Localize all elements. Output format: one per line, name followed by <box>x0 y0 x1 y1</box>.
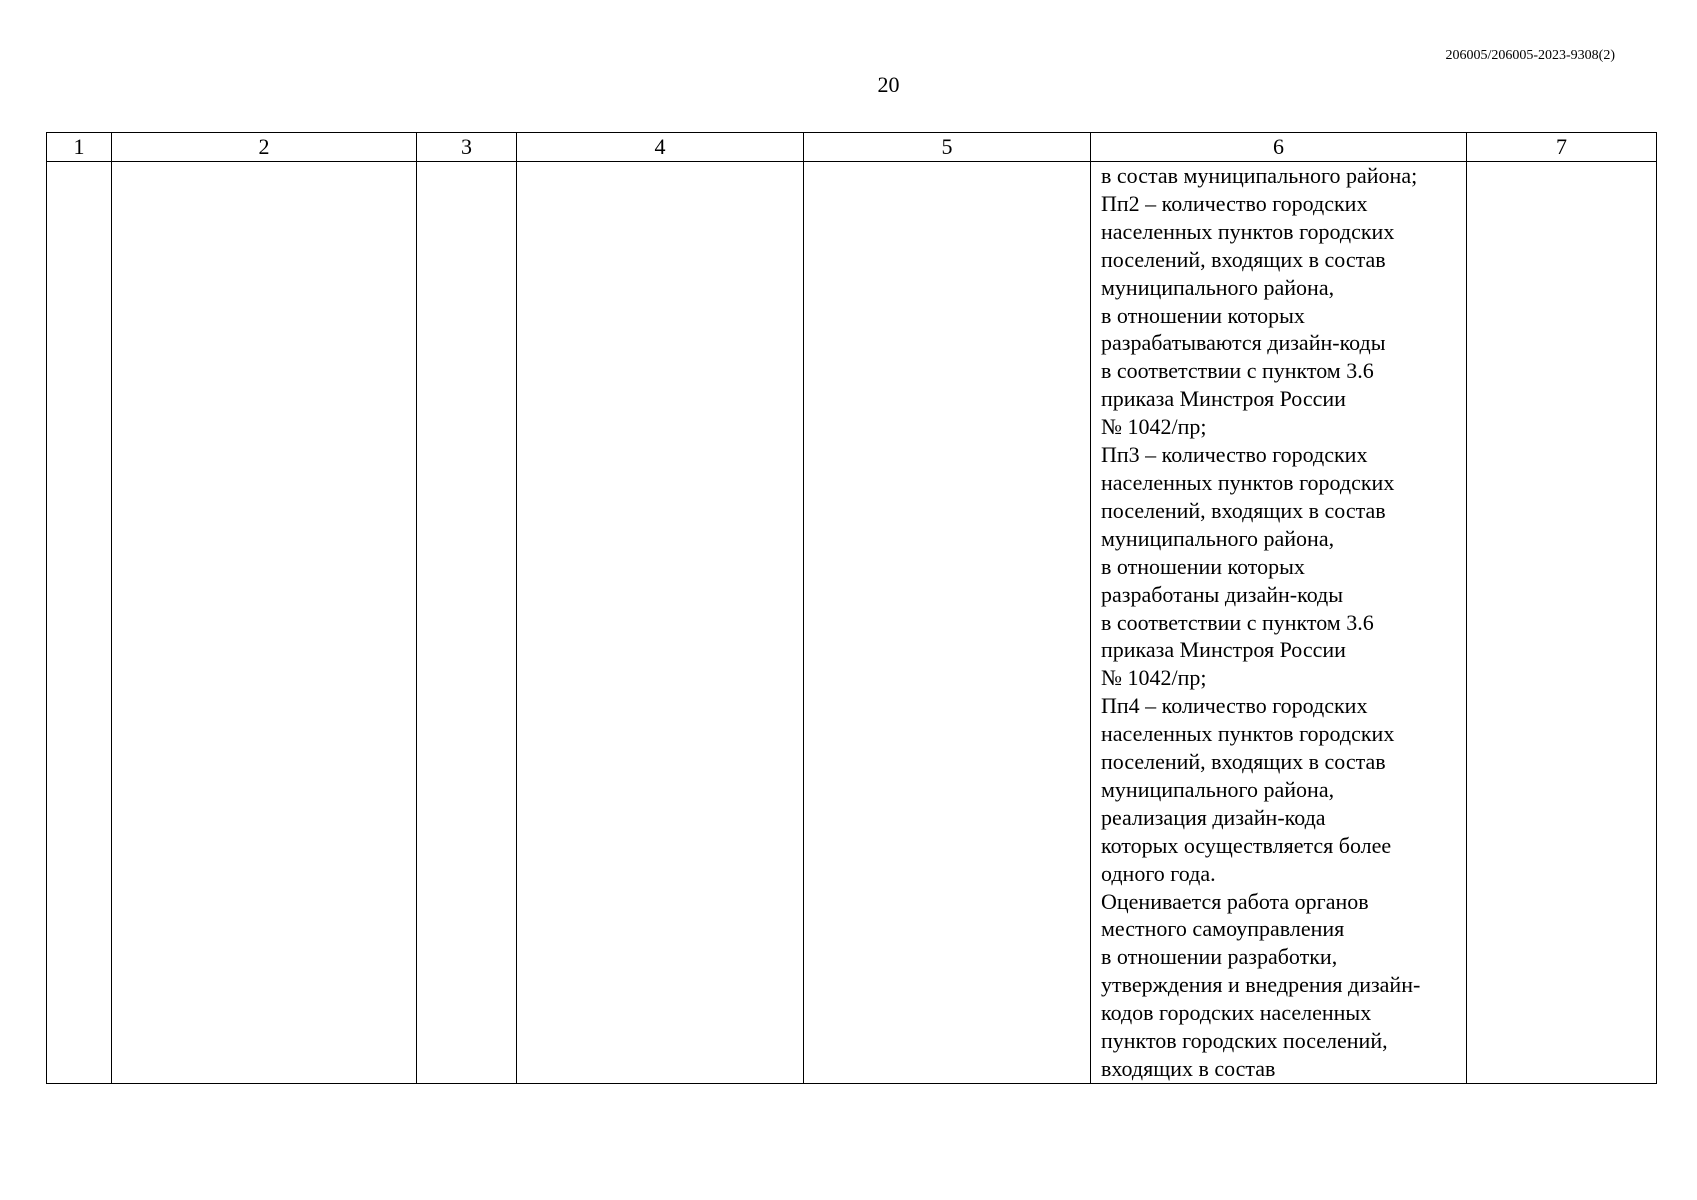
text-line: Пп3 – количество городских <box>1101 442 1368 468</box>
text-line: муниципального района, <box>1101 274 1335 300</box>
text-line: Пп4 – количество городских <box>1101 693 1368 719</box>
document-id: 206005/206005-2023-9308(2) <box>1445 48 1615 63</box>
text-line: утверждения и внедрения дизайн- <box>1101 972 1421 998</box>
cell-col-5 <box>804 162 1091 1084</box>
text-line: Пп2 – количество городских <box>1101 190 1368 216</box>
text-line: в отношении которых <box>1101 553 1305 579</box>
table-row <box>47 162 1657 1084</box>
text-line: населенных пунктов городских <box>1101 469 1395 495</box>
text-line: Оценивается работа органов <box>1101 888 1369 914</box>
table-header-row <box>47 133 1657 162</box>
text-line: муниципального района, <box>1101 525 1335 551</box>
text-line: разработаны дизайн-коды <box>1101 581 1344 607</box>
cell-col-7 <box>1467 162 1657 1084</box>
cell-col-4 <box>517 162 804 1084</box>
text-line: приказа Минстроя России <box>1101 386 1346 412</box>
cell-col-1 <box>47 162 112 1084</box>
text-line: приказа Минстроя России <box>1101 637 1346 663</box>
text-line: пунктов городских поселений, <box>1101 1028 1388 1054</box>
text-line: в состав муниципального района; <box>1101 163 1418 188</box>
column-header-6: 6 <box>1091 133 1467 162</box>
cell-col-2 <box>112 162 417 1084</box>
column-header-7: 7 <box>1467 133 1657 162</box>
text-line: населенных пунктов городских <box>1101 218 1395 244</box>
text-line: поселений, входящих в состав <box>1101 497 1386 523</box>
indicator-description-text <box>1091 162 1466 1083</box>
text-line: в отношении разработки, <box>1101 944 1338 970</box>
cell-col-6 <box>1091 162 1467 1084</box>
text-line: № 1042/пр; <box>1101 414 1207 440</box>
column-header-3: 3 <box>417 133 517 162</box>
cell-col-3 <box>417 162 517 1084</box>
text-line: поселений, входящих в состав <box>1101 749 1386 775</box>
text-line: в соответствии с пунктом 3.6 <box>1101 358 1374 384</box>
text-line: поселений, входящих в состав <box>1101 246 1386 272</box>
text-line: реализация дизайн-кода <box>1101 804 1326 830</box>
page-number: 20 <box>877 72 900 97</box>
text-line: населенных пунктов городских <box>1101 721 1395 747</box>
text-line: в отношении которых <box>1101 302 1305 328</box>
column-header-5: 5 <box>804 133 1091 162</box>
data-table <box>46 132 1657 1084</box>
column-header-2: 2 <box>112 133 417 162</box>
text-line: в соответствии с пунктом 3.6 <box>1101 609 1374 635</box>
column-header-4: 4 <box>517 133 804 162</box>
text-line: одного года. <box>1101 860 1216 886</box>
text-line: № 1042/пр; <box>1101 665 1207 691</box>
text-line: кодов городских населенных <box>1101 1000 1372 1026</box>
text-line: муниципального района, <box>1101 776 1335 802</box>
column-header-1: 1 <box>47 133 112 162</box>
text-line: разрабатываются дизайн-коды <box>1101 330 1386 356</box>
text-line: которых осуществляется более <box>1101 832 1392 858</box>
text-line: входящих в состав <box>1101 1056 1276 1081</box>
text-line: местного самоуправления <box>1101 916 1345 942</box>
